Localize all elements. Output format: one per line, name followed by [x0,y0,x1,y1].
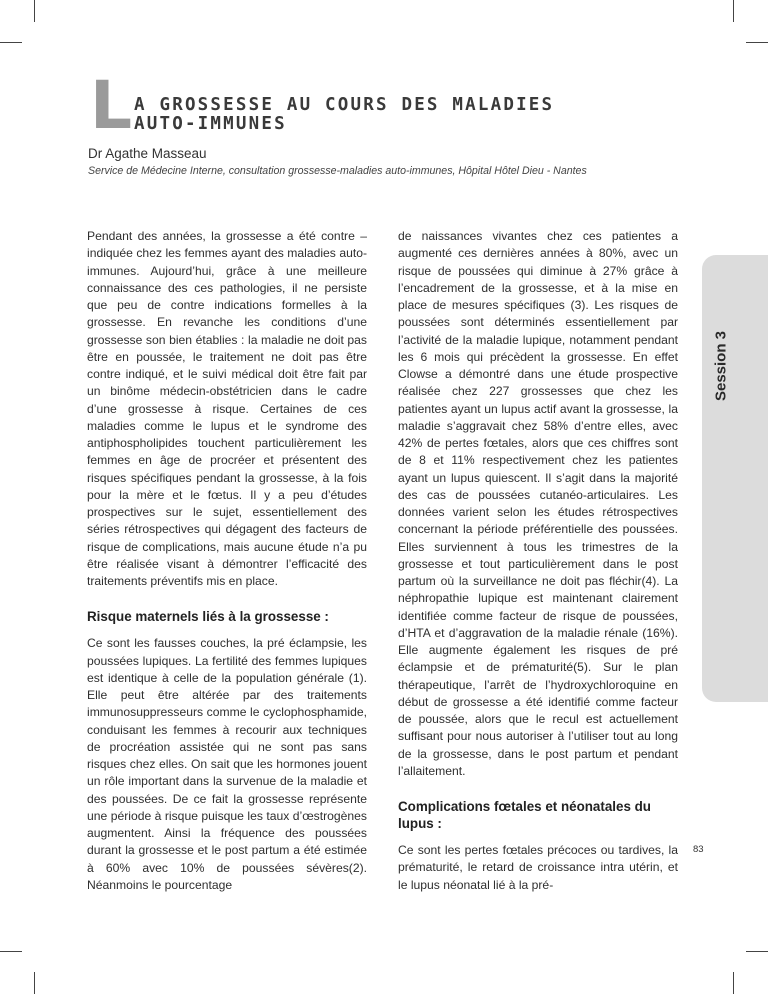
author-affiliation: Service de Médecine Interne, consultation grossesse-maladies auto-immunes, Hôpital Hôtel Dieu - Nantes [88,165,587,177]
article-title [134,96,554,134]
continuation-paragraph: de naissances vivantes chez ces patientes a augmenté ces dernières années à 80%, avec un risque de poussées qui diminue à 27% grâce à l’encadrement de la grossesse, et à la mise en place de mesures spécifiques (3). Les risques de poussées sont déterminés essentiellement par l’activité de la maladie lupique, notamment pendant les 6 mois qui précèdent la grossesse. En effet Clowse a démontré dans une étude prospective réalisée chez 227 grossesses que chez les patientes ayant un lupus actif avant la grossesse, la maladie s’aggravait chez 58% d’entre elles, avec 42% de pertes fœtales, alors que ces chiffres sont de 8 et 11% respectivement chez les patientes ayant un lupus quiescent. Il s’agit dans la majorité des cas de poussées cutanéo-articulaires. Les données varient selon les études rétrospectives concernant la période préférentielle des poussées. Elles surviennent à tous les trimestres de la grossesse et tout particulièrement dans le post partum où la surveillance ne doit pas fléchir(4). La néphropathie lupique est maintenant clairement identifiée comme facteur de risque de poussées, d’HTA et d’aggravation de la maladie rénale (16%). Elle augmente également les risques de pré éclampsie et de prématurité(5). Sur le plan thérapeutique, l’arrêt de l’hydroxychloroquine en début de grossesse a été identifié comme facteur de poussée, alors que le recul est actuellement suffisant pour nous autoriser à l’utiliser tout au long de la grossesse, dans le post partum et pendant l’allaitement. [398,229,678,778]
crop-mark [733,0,734,22]
maternal-risk-paragraph: Ce sont les fausses couches, la pré éclampsie, les poussées lupiques. La fertilité des femmes lupiques est identique à celle de la population générale (1). Elle peut être altérée par des traitements immunosuppresseurs comme le cyclophosphamide, conduisant les femmes à recourir aux techniques de procréation assistée qui ne sont pas sans risques chez elles. On sait que les hormones jouent un rôle important dans la survenue de la maladie et des poussées. De ce fait la grossesse représente une période à risque puisque les taux d’œstrogènes augmentent. Ainsi la fréquence des poussées durant la grossesse et le post partum a été estimée à 60% avec 10% de poussées sévères(2). Néanmoins le pourcentage [87,636,367,892]
title-line-1: A GROSSESSE AU COURS DES MALADIES [134,95,555,115]
author-name: Dr Agathe Masseau [88,146,207,161]
session-label-text: Session 3 [712,330,730,402]
drop-letter: L [90,67,133,144]
section-heading-maternal-risk: Risque maternels liés à la grossesse : [87,609,329,625]
intro-paragraph: Pendant des années, la grossesse a été contre –indiquée chez les femmes ayant des maladies auto-immunes. Aujourd’hui, grâce à une meilleure connaissance des ces pathologies, il ne persiste que peu de contre indications formelles à la grossesse. En revanche les conditions d’une grossesse son bien établies : la maladie ne doit pas être en poussée, le traitement ne doit pas être contre indiqué, et le suivi médical doit être fait par un binôme médecin-obstétricien dans le cadre d’une grossesse à risque. Certaines de ces maladies comme le lupus et le syndrome des antiphospholipides touchent particulièrement les femmes en âge de procréer et présentent des risques spécifiques pendant la grossesse, à la fois pour la mère et le fœtus. Il y a peu d’études prospectives sur le sujet, essentiellement des séries rétrospectives qui dégagent des facteurs de risque de complications, mais aucune étude n’a pu être réalisée visant à démontrer l’efficacité des traitements préventifs mis en place. [87,229,367,588]
text-column-right [398,228,678,894]
fetal-complications-paragraph: Ce sont les pertes fœtales précoces ou tardives, la prématurité, le retard de croissance intra utérin, et le lupus néonatal lié à la pré- [398,843,678,892]
crop-mark [733,972,734,994]
crop-mark [34,972,35,994]
crop-mark [746,42,768,43]
section-heading-fetal-complications: Complications fœtales et néonatales du lupus : [398,799,651,831]
session-side-tab [702,255,768,702]
crop-mark [0,951,22,952]
crop-mark [0,42,22,43]
title-line-2: AUTO-IMMUNES [134,114,287,134]
text-column-left [87,228,367,894]
crop-mark [34,0,35,22]
crop-mark [746,951,768,952]
page-number: 83 [693,844,704,855]
